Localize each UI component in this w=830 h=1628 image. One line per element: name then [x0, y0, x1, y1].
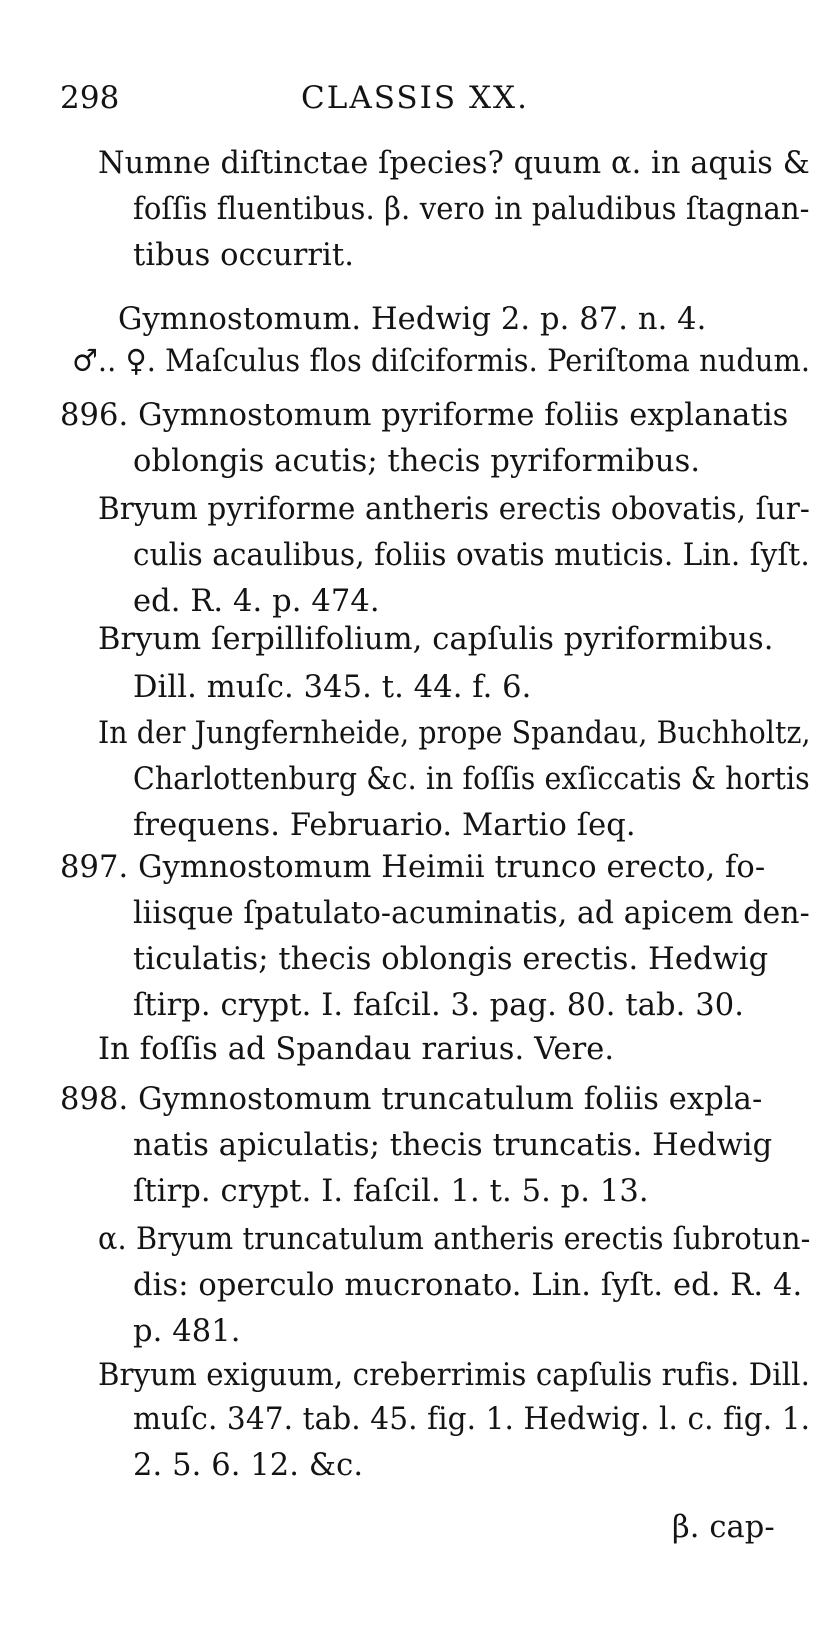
- text-line: dis: operculo mucronato. Lin. ſyſt. ed. R. 4.: [133, 1268, 803, 1303]
- text-line: Numne diſtinctae ſpecies? quum α. in aquis &: [98, 146, 810, 181]
- text-line: tibus occurrit.: [133, 238, 355, 273]
- text-line: Bryum pyriforme antheris erectis obovatis, ſur-: [98, 492, 810, 527]
- text-line: Dill. muſc. 345. t. 44. f. 6.: [133, 670, 532, 705]
- text-line: ſtirp. crypt. I. faſcil. 3. pag. 80. tab. 30.: [133, 988, 745, 1023]
- species-entry-896: 896. Gymnostomum pyriforme foliis explanatis: [60, 398, 789, 433]
- text-line: ed. R. 4. p. 474.: [133, 584, 380, 619]
- text-line: α. Bryum truncatulum antheris erectis ſubrotun-: [98, 1222, 811, 1257]
- species-entry-898: 898. Gymnostomum truncatulum foliis expla-: [60, 1082, 763, 1117]
- text-line: 2. 5. 6. 12. &c.: [133, 1448, 364, 1483]
- text-line: p. 481.: [133, 1314, 241, 1349]
- text-line: Charlottenburg &c. in foſſis exſiccatis & hortis: [133, 762, 810, 797]
- text-line: Bryum ſerpillifolium, capſulis pyriformibus.: [98, 622, 774, 657]
- text-line: muſc. 347. tab. 45. fig. 1. Hedwig. l. c. fig. 1.: [133, 1402, 811, 1437]
- page-number: 298: [60, 80, 120, 116]
- text-line: culis acaulibus, foliis ovatis muticis. Lin. ſyſt.: [133, 538, 810, 573]
- species-entry-897: 897. Gymnostomum Heimii trunco erecto, fo-: [60, 850, 766, 885]
- text-line: oblongis acutis; thecis pyriformibus.: [133, 444, 701, 479]
- text-line: ſtirp. crypt. I. faſcil. 1. t. 5. p. 13.: [133, 1174, 649, 1209]
- running-title: CLASSIS XX.: [301, 80, 529, 116]
- text-line: Bryum exiguum, creberrimis capſulis rufis. Dill.: [98, 1358, 810, 1393]
- text-line: natis apiculatis; thecis truncatis. Hedwig: [133, 1128, 773, 1163]
- text-line: In der Jungfernheide, prope Spandau, Buchholtz,: [98, 716, 811, 751]
- text-line: ♂.. ♀. Maſculus flos diſciformis. Periſtoma nudum.: [72, 344, 811, 379]
- genus-heading: Gymnostomum. Hedwig 2. p. 87. n. 4.: [118, 302, 707, 337]
- text-line: foſſis fluentibus. β. vero in paludibus ſtagnan-: [133, 192, 810, 227]
- text-line: frequens. Februario. Martio ſeq.: [133, 808, 636, 843]
- text-line: ticulatis; thecis oblongis erectis. Hedwig: [133, 942, 769, 977]
- text-line: liisque ſpatulato-acuminatis, ad apicem den-: [133, 896, 810, 931]
- catchword: β. cap-: [672, 1510, 775, 1545]
- text-line: In foſſis ad Spandau rarius. Vere.: [98, 1032, 615, 1067]
